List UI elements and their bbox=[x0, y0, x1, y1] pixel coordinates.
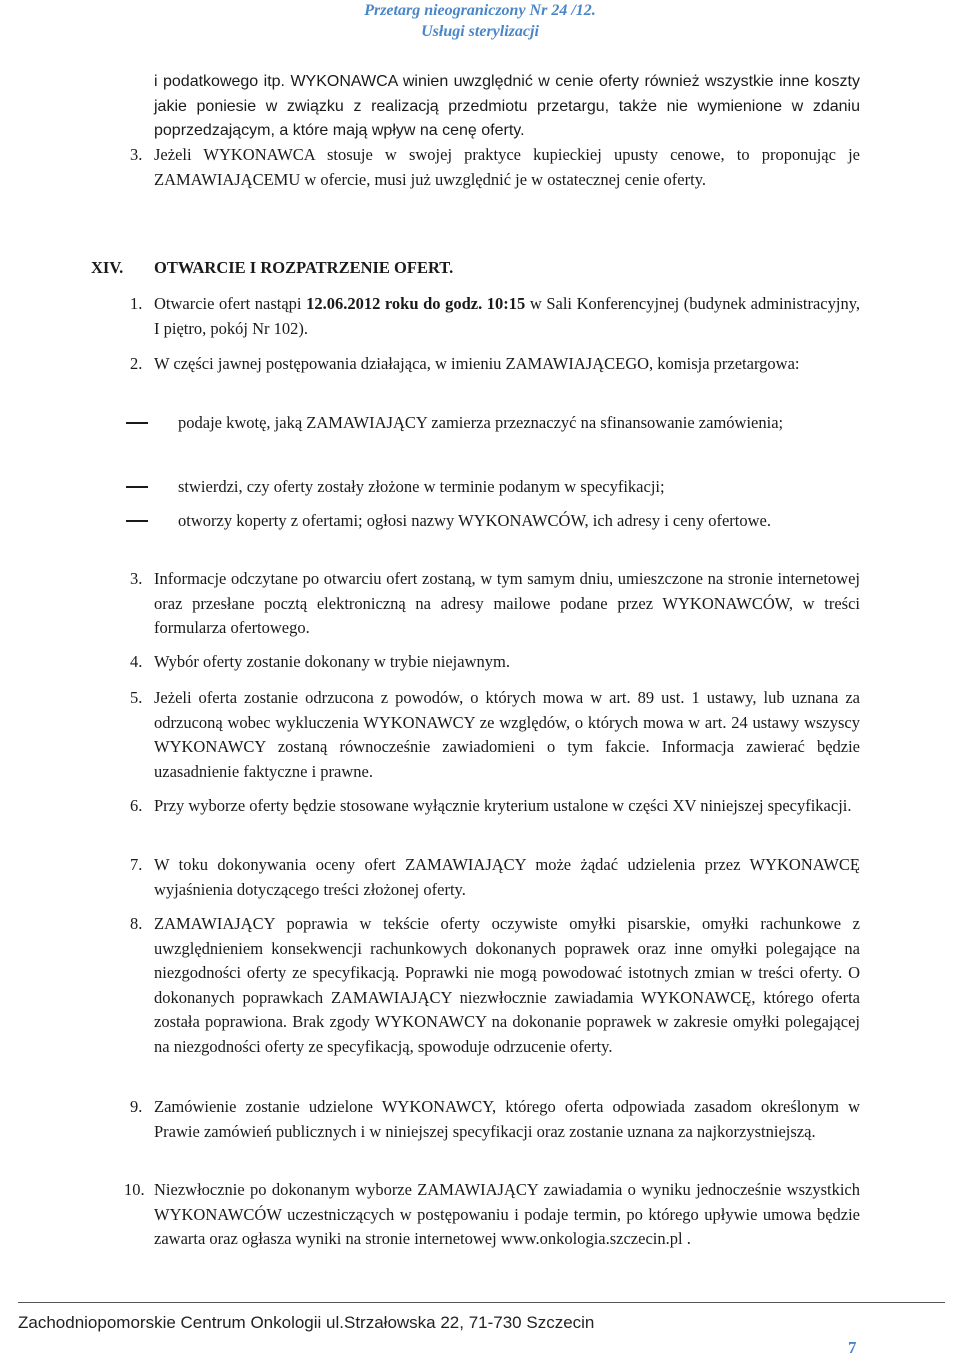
item-text: ZAMAWIAJĄCY poprawia w tekście oferty oczywiste omyłki pisarskie, omyłki rachunkowe z uwzględnieniem konsekwencji rachunkowych dokonanych poprawek oraz inne omyłki polegające na niezgodności oferty ze specyfikacją. Poprawki nie mogą powodować istotnych zmian w treści oferty. O dokonanych poprawkach ZAMAWIAJĄCY niezwłocznie zawiadamia WYKONAWCĘ, którego oferta została poprawiona. Brak zgody WYKONAWCY na dokonanie poprawek w zakresie omyłki polegającej na niezgodności oferty ze specyfikacją, spowoduje odrzucenie oferty. bbox=[154, 914, 860, 1056]
page-number: 7 bbox=[848, 1338, 857, 1357]
item-4 bbox=[130, 650, 860, 675]
item-10 bbox=[124, 1178, 860, 1252]
item-text: Zamówienie zostanie udzielone WYKONAWCY, którego oferta odpowiada zasadom określonym w Prawie zamówień publicznych i w niniejszej specyfikacji oraz zostanie uznana za najkorzystniejszą. bbox=[154, 1097, 860, 1141]
item-text: W części jawnej postępowania działająca, w imieniu ZAMAWIAJĄCEGO, komisja przetargowa: bbox=[154, 354, 800, 373]
intro-paragraph: i podatkowego itp. WYKONAWCA winien uwzględnić w cenie oferty również wszystkie inne koszty jakie poniesie w związku z realizacją przedmiotu przetargu, także nie wymienione w zdaniu poprzedzającym, a które mają wpływ na cenę oferty. bbox=[154, 73, 860, 139]
item-text: Niezwłocznie po dokonanym wyborze ZAMAWIAJĄCY zawiadamia o wyniku jednocześnie wszystkich WYKONAWCÓW uczestniczących w postępowaniu i podaje termin, po którego upływie umowa będzie zawarta oraz ogłasza wyniki na stronie internetowej www.onkologia.szczecin.pl . bbox=[154, 1180, 860, 1248]
item-text: W toku dokonywania oceny ofert ZAMAWIAJĄCY może żądać udzielenia przez WYKONAWCĘ wyjaśnienia dotyczącego treści złożonej oferty. bbox=[154, 855, 860, 899]
item-text bbox=[154, 292, 860, 341]
dash-item-text: podaje kwotę, jaką ZAMAWIAJĄCY zamierza przeznaczyć na sfinansowanie zamówienia; bbox=[178, 413, 784, 432]
item-6 bbox=[130, 794, 860, 819]
item-number: 2. bbox=[130, 354, 143, 373]
item-2 bbox=[130, 352, 860, 377]
item-number: 5. bbox=[130, 688, 143, 707]
item-number: 1. bbox=[130, 294, 143, 313]
item-number: 8. bbox=[130, 914, 143, 933]
item-text: Przy wyborze oferty będzie stosowane wyłącznie kryterium ustalone w części XV niniejszej specyfikacji. bbox=[154, 796, 852, 815]
dash-bullet bbox=[126, 422, 148, 424]
prev-item-3 bbox=[130, 143, 860, 192]
item-number: 7. bbox=[130, 855, 143, 874]
item-9 bbox=[130, 1095, 860, 1144]
dash-bullet bbox=[126, 520, 148, 522]
section-number: XIV. bbox=[91, 258, 124, 277]
dash-item-text: otworzy koperty z ofertami; ogłosi nazwy WYKONAWCÓW, ich adresy i ceny ofertowe. bbox=[178, 511, 771, 530]
item-3 bbox=[130, 567, 860, 641]
dash-item bbox=[130, 411, 860, 436]
item-5 bbox=[130, 686, 860, 784]
item-number: 10. bbox=[124, 1180, 145, 1199]
section-title: OTWARCIE I ROZPATRZENIE OFERT. bbox=[154, 258, 454, 277]
dash-bullet bbox=[126, 486, 148, 488]
item-8 bbox=[130, 912, 860, 1059]
item-text: Informacje odczytane po otwarciu ofert zostaną, w tym samym dniu, umieszczone na stronie internetowej oraz przesłane pocztą elektroniczną na adresy mailowe podane przez WYKONAWCÓW, w treści formularza ofertowego. bbox=[154, 569, 860, 637]
page-header bbox=[0, 0, 960, 42]
item-text: Wybór oferty zostanie dokonany w trybie niejawnym. bbox=[154, 652, 510, 671]
dash-item bbox=[130, 475, 860, 500]
item-text: Jeżeli WYKONAWCA stosuje w swojej praktyce kupieckiej upusty cenowe, to proponując je ZAMAWIAJĄCEMU w ofercie, musi już uwzględnić je w ostatecznej cenie oferty. bbox=[154, 145, 860, 189]
item-number: 3. bbox=[130, 569, 143, 588]
header-subject: Usługi sterylizacji bbox=[421, 23, 539, 40]
item-text-post: w Sali Konferencyjnej (budynek administracyjny, I piętro, pokój Nr 102). bbox=[154, 294, 861, 338]
opening-date: 12.06.2012 roku do godz. bbox=[306, 294, 483, 313]
item-1 bbox=[130, 292, 860, 341]
dash-item-text: stwierdzi, czy oferty zostały złożone w terminie podanym w specyfikacji; bbox=[178, 477, 665, 496]
item-number: 9. bbox=[130, 1097, 143, 1116]
item-number: 6. bbox=[130, 796, 143, 815]
section-heading bbox=[91, 258, 453, 278]
dash-item bbox=[130, 509, 860, 534]
opening-time: 10:15 bbox=[486, 294, 526, 313]
item-text: Jeżeli oferta zostanie odrzucona z powodów, o których mowa w art. 89 ust. 1 ustawy, lub uznana za odrzuconą wobec wykluczenia WYKONAWCY ze względów, o których mowa w art. 24 ustawy wszyscy WYKONAWCY zostaną równocześnie zawiadomieni o tym fakcie. Informacja zawierać będzie uzasadnienie faktyczne i prawne. bbox=[154, 688, 860, 781]
item-text-pre: Otwarcie ofert nastąpi bbox=[154, 294, 307, 313]
footer-divider bbox=[18, 1302, 945, 1303]
header-tender-number: Przetarg nieograniczony Nr 24 /12. bbox=[364, 2, 596, 19]
item-7 bbox=[130, 853, 860, 902]
item-number: 3. bbox=[130, 145, 143, 164]
footer-address: Zachodniopomorskie Centrum Onkologii ul.Strzałowska 22, 71-730 Szczecin bbox=[18, 1313, 595, 1332]
item-number: 4. bbox=[130, 652, 143, 671]
